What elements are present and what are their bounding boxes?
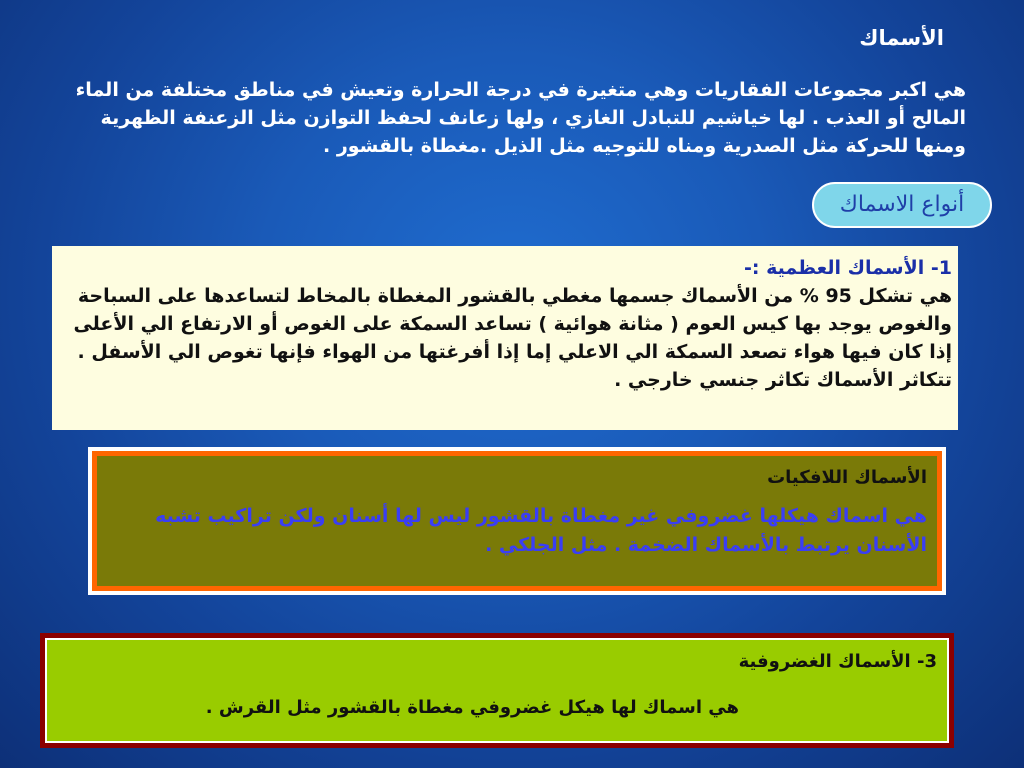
bony-fish-heading: 1- الأسماك العظمية :- — [744, 257, 952, 279]
bony-fish-box — [52, 246, 958, 430]
cartilaginous-fish-text: هي اسماك لها هيكل غضروفي مغطاة بالقشور مثل القرش . — [205, 697, 739, 718]
cartilaginous-fish-box — [45, 638, 949, 743]
fish-types-label: أنواع الاسماك — [812, 182, 992, 228]
intro-paragraph: هي اكبر مجموعات الفقاريات وهي متغيرة في درجة الحرارة وتعيش في مناطق مختلفة من الماء المالح أو العذب . لها خياشيم للتبادل الغازي ، ولها زعانف لحفظ التوازن مثل الزعنفة الظهرية ومنها للحركة مثل الصدرية ومناه للتوجيه مثل الذيل .مغطاة بالقشور . — [75, 79, 966, 157]
cartilaginous-fish-heading: 3- الأسماك الغضروفية — [738, 651, 937, 672]
jawless-fish-text: هي اسماك هيكلها غضروفي غير مغطاة بالقشور ليس لها أسنان ولكن تراكيب تشبه الأسنان يرتبط بالأسماك الضخمة . مثل الجلكي . — [155, 505, 927, 556]
jawless-fish-frame — [88, 447, 946, 595]
cartilaginous-fish-frame — [40, 633, 954, 748]
jawless-fish-box — [92, 451, 942, 591]
jawless-fish-heading: الأسماك اللافكيات — [767, 467, 927, 488]
bony-fish-text: هي تشكل 95 % من الأسماك جسمها مغطي بالقشور المغطاة بالمخاط لتساعدها على السباحة والغوص يوجد بها كيس العوم ( مثانة هوائية ) تساعد السمكة على الغوص أو الارتفاع الي الأعلى إذا كان فيها هواء تصعد السمكة الي الاعلي إما إذا أفرغتها من الهواء فإنها تغوص الي الأسفل . تتكاثر الأسماك تكاثر جنسي خارجي . — [73, 285, 952, 391]
slide-title: الأسماك — [859, 26, 944, 50]
